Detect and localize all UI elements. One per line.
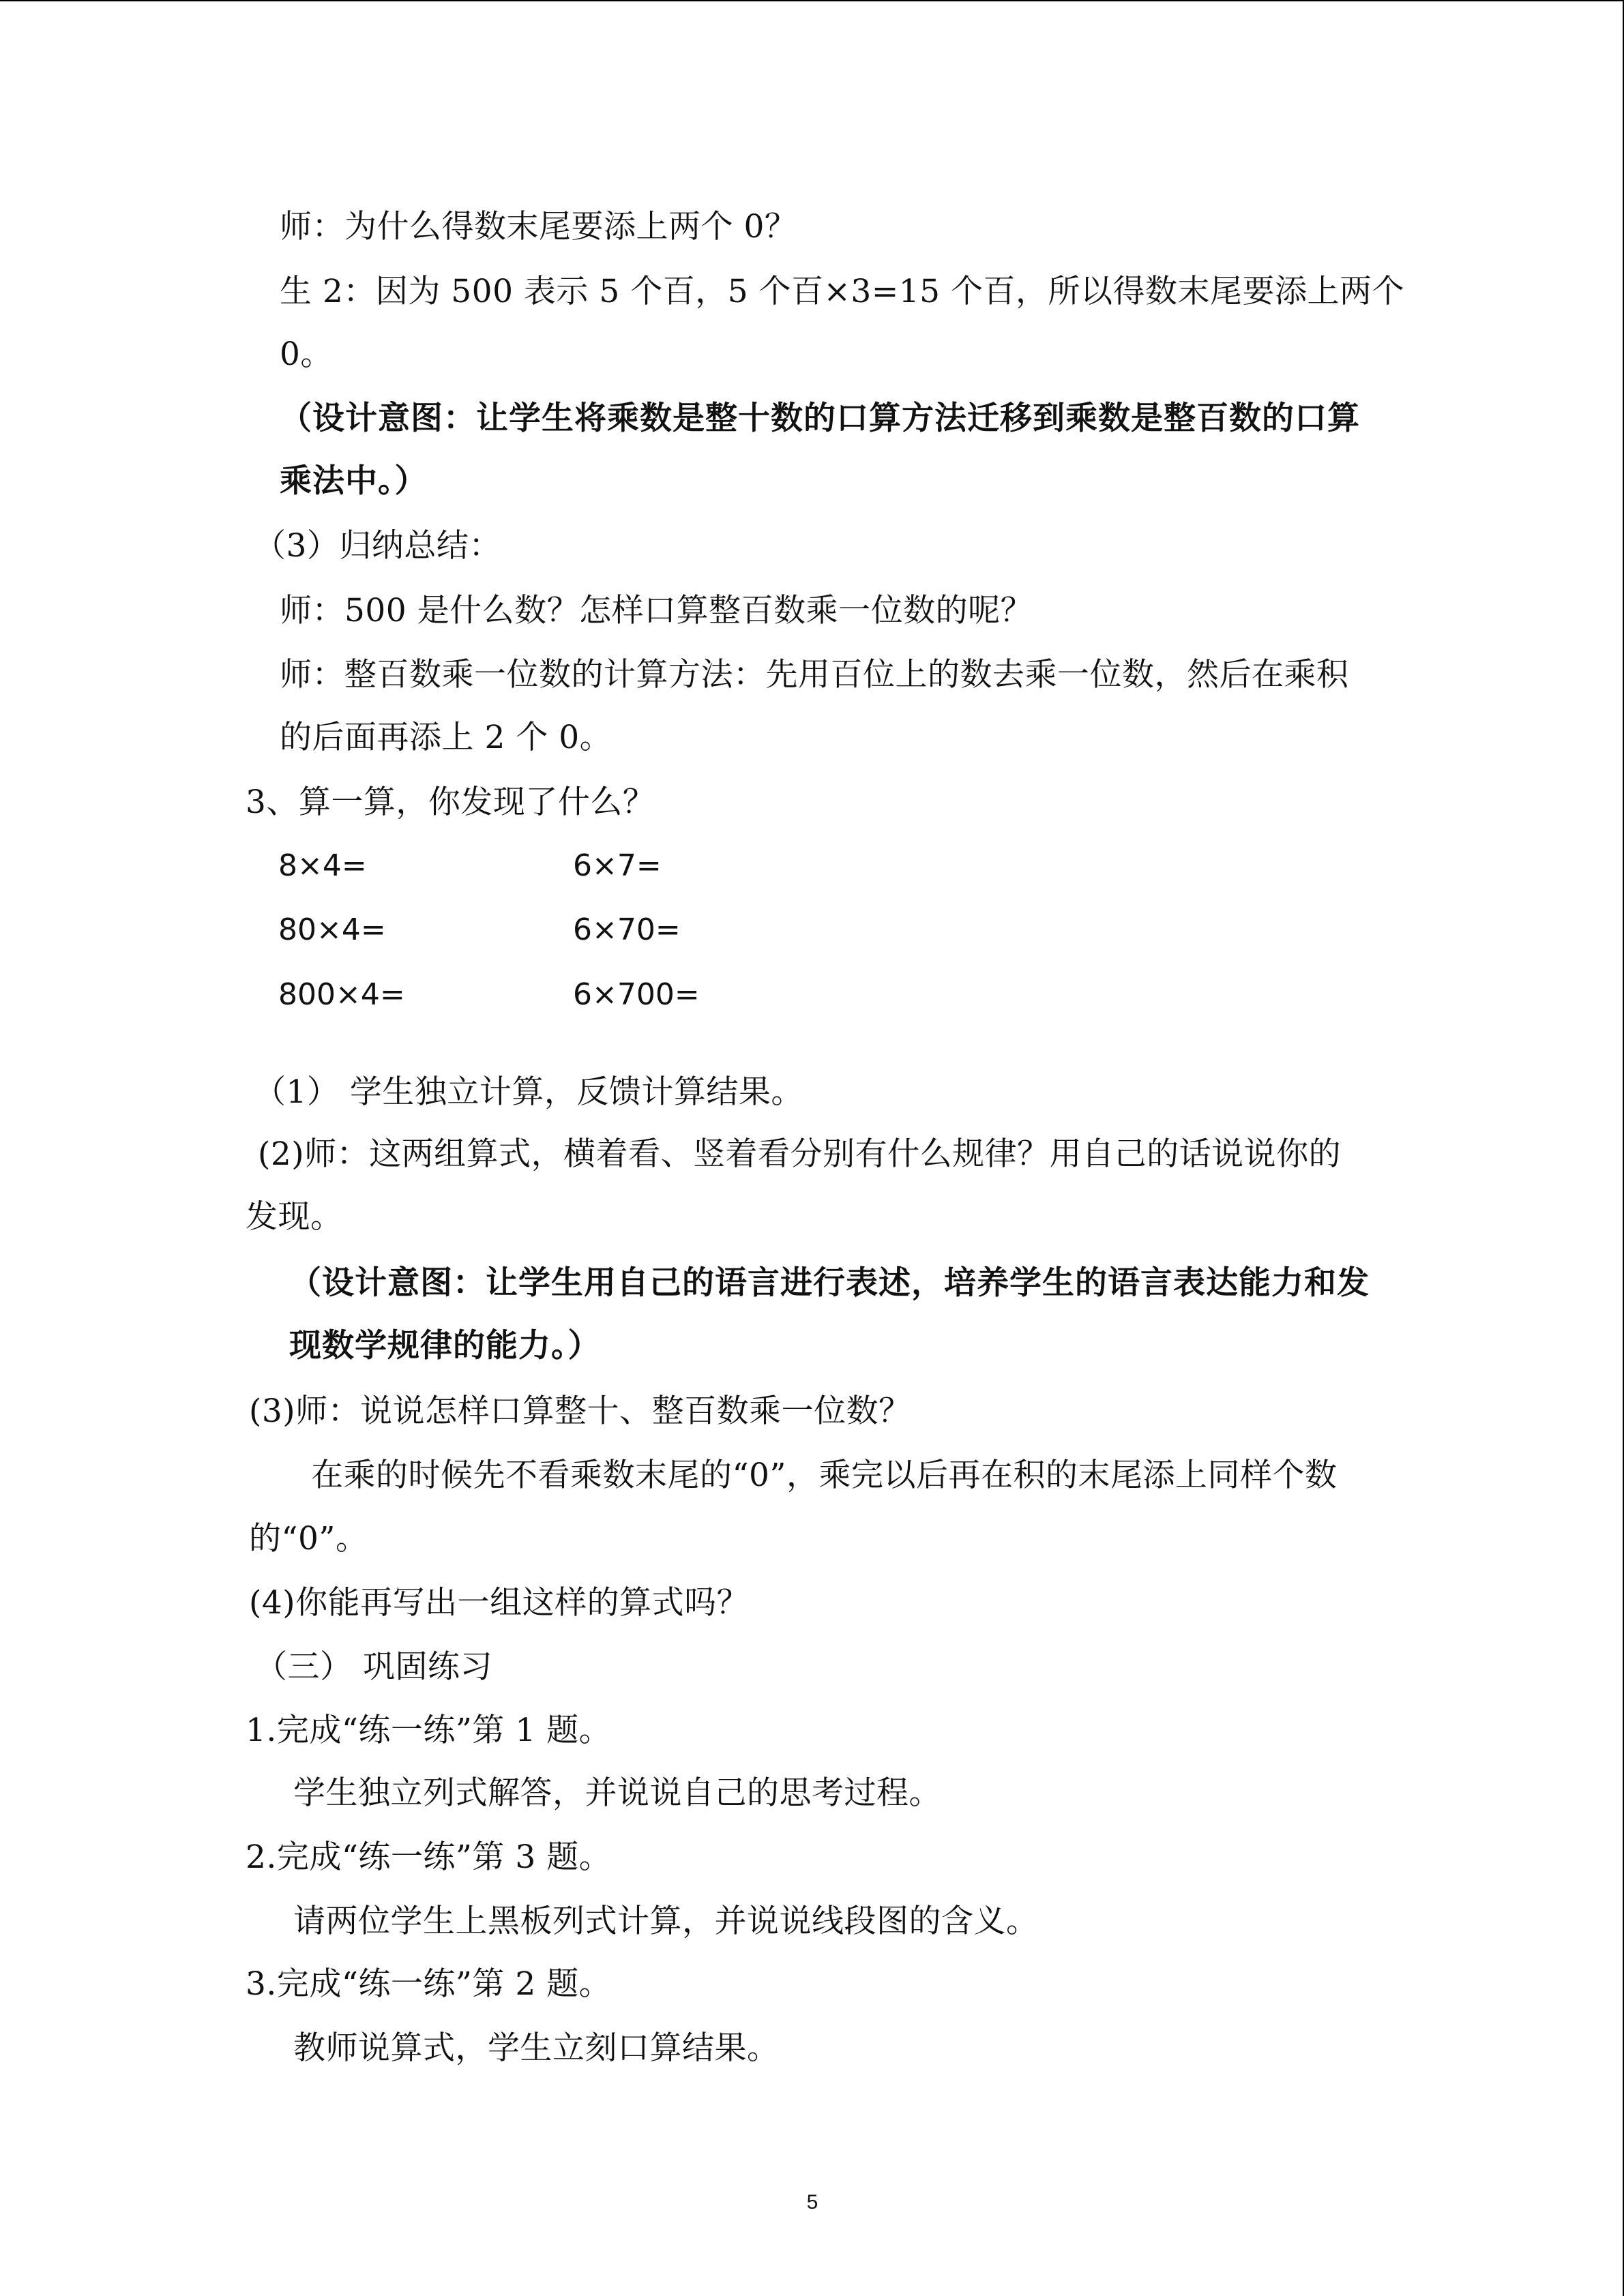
math-left-3: 800×4=: [278, 977, 405, 1012]
student-answer-line-1: 生 2：因为 500 表示 5 个百，5 个百×3=15 个百，所以得数末尾要添上两个: [280, 273, 1404, 310]
page-number: 5: [806, 2191, 818, 2213]
teacher-question-line: 师：为什么得数末尾要添上两个 0？: [280, 208, 797, 245]
math-right-1: 6×7=: [573, 848, 662, 883]
math-left-2: 80×4=: [278, 912, 386, 947]
design-intent-1-line-1: （设计意图：让学生将乘数是整十数的口算方法迁移到乘数是整百数的口算: [280, 400, 1360, 437]
practice-section-heading: （三） 巩固练习: [255, 1648, 492, 1686]
summary-heading: （3）归纳总结：: [254, 527, 501, 565]
pattern-question-line-2: 发现。: [246, 1198, 343, 1236]
student-answer-line-2: 0。: [280, 336, 333, 373]
design-intent-2-line-1: （设计意图：让学生用自己的语言进行表述，培养学生的语言表达能力和发: [289, 1264, 1370, 1302]
practice-item-1-detail: 学生独立列式解答，并说说自己的思考过程。: [293, 1774, 941, 1812]
math-left-1: 8×4=: [278, 848, 367, 883]
practice-item-1-heading: 1.完成“练一练”第 1 题。: [246, 1712, 612, 1749]
oral-method-question: (3)师：说说怎样口算整十、整百数乘一位数？: [249, 1392, 911, 1430]
oral-method-answer-line-2: 的“0”。: [249, 1520, 368, 1557]
practice-item-3-detail: 教师说算式，学生立刻口算结果。: [293, 2029, 780, 2067]
math-right-3: 6×700=: [573, 977, 700, 1012]
oral-method-answer-line-1: 在乘的时候先不看乘数末尾的“0”，乘完以后再在积的末尾添上同样个数: [311, 1457, 1338, 1494]
teacher-method-line-2: 的后面再添上 2 个 0。: [280, 719, 612, 756]
calculate-section-heading: 3、算一算，你发现了什么？: [246, 784, 655, 821]
top-border-line: [0, 0, 1624, 1]
practice-item-3-heading: 3.完成“练一练”第 2 题。: [246, 1965, 612, 2003]
practice-item-2-detail: 请两位学生上黑板列式计算，并说说线段图的含义。: [293, 1903, 1039, 1940]
design-intent-2-line-2: 现数学规律的能力。）: [289, 1327, 601, 1365]
teacher-summary-question: 师：500 是什么数？怎样口算整百数乘一位数的呢？: [280, 592, 1033, 629]
math-right-2: 6×70=: [573, 912, 681, 947]
teacher-method-line-1: 师：整百数乘一位数的计算方法：先用百位上的数去乘一位数，然后在乘积: [280, 656, 1349, 694]
pattern-question-line-1: (2)师：这两组算式，横着看、竖着看分别有什么规律？用自己的话说说你的: [258, 1135, 1342, 1173]
write-similar-expression-line: (4)你能再写出一组这样的算式吗？: [249, 1584, 750, 1622]
independent-calculation-line: （1） 学生独立计算，反馈计算结果。: [254, 1073, 803, 1111]
design-intent-1-line-2: 乘法中。）: [280, 462, 428, 500]
practice-item-2-heading: 2.完成“练一练”第 3 题。: [246, 1838, 612, 1876]
